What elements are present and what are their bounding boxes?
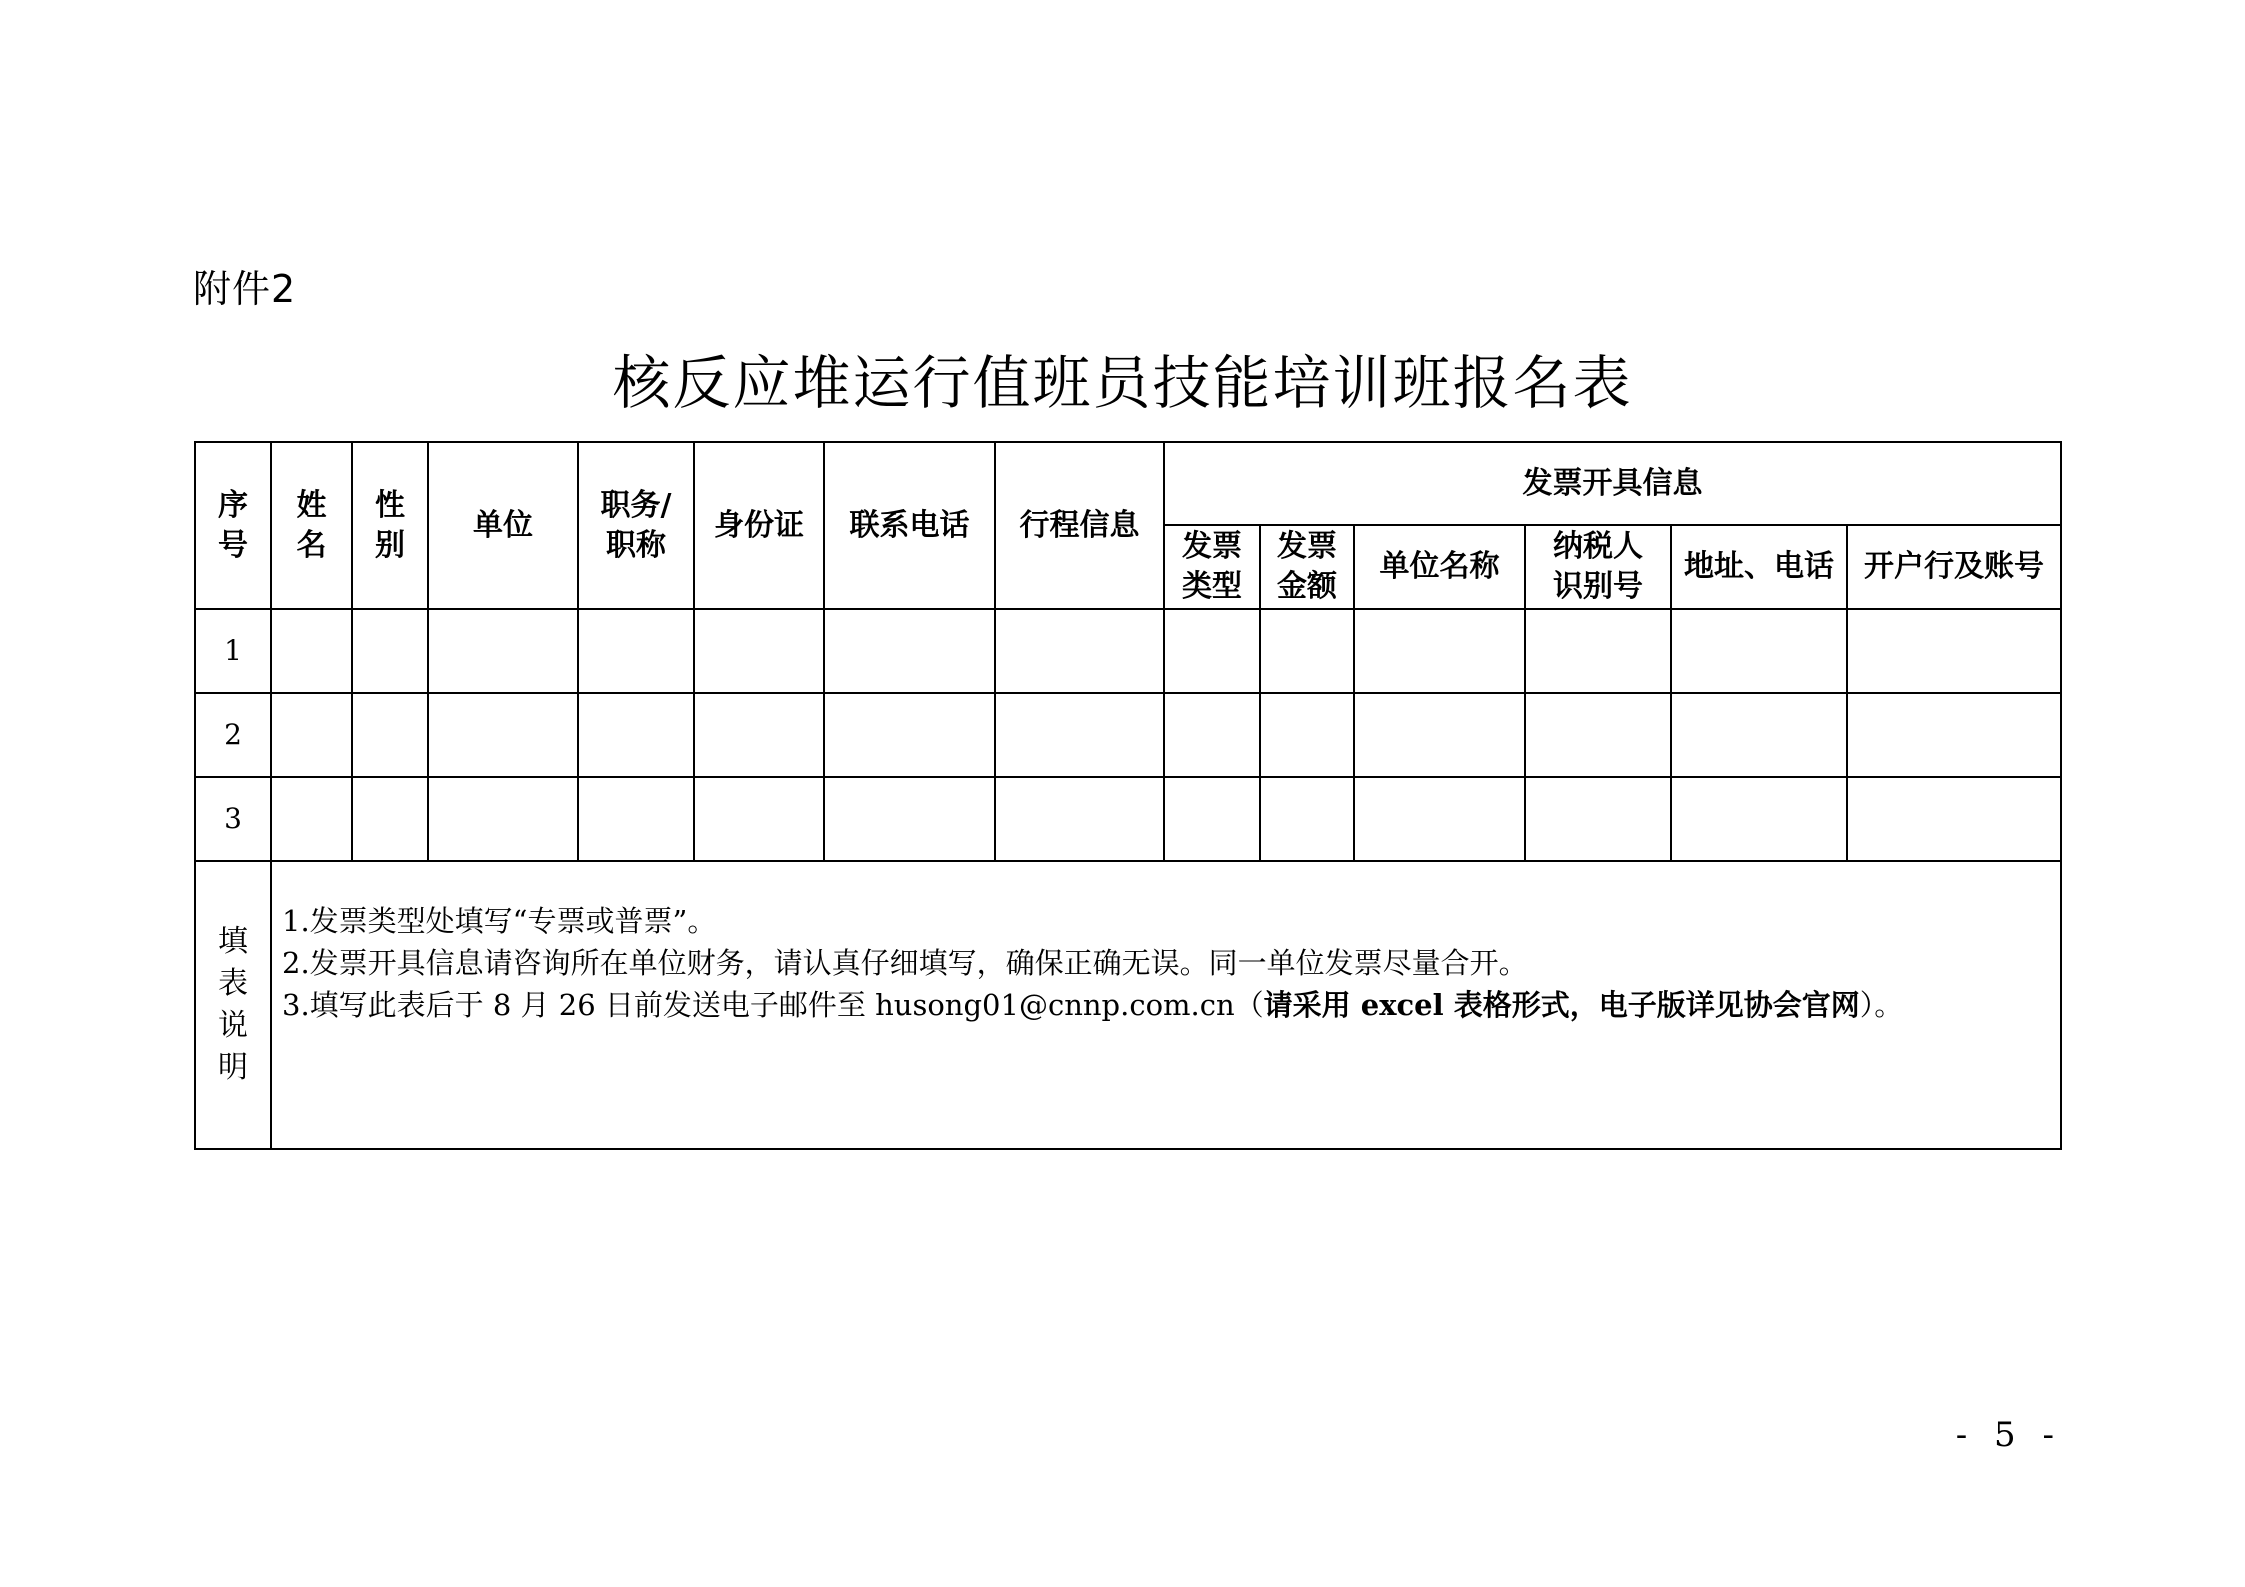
header-name: 姓 名 <box>271 442 352 609</box>
cell-id-card[interactable] <box>694 609 824 693</box>
header-taxpayer-id: 纳税人 识别号 <box>1525 525 1671 609</box>
cell-phone[interactable] <box>824 609 995 693</box>
cell-invoice-type[interactable] <box>1164 777 1260 861</box>
row-seq: 1 <box>195 609 271 693</box>
cell-gender[interactable] <box>352 777 428 861</box>
cell-unit[interactable] <box>428 693 578 777</box>
cell-unit[interactable] <box>428 609 578 693</box>
note-line-3-emphasis: 请采用 excel 表格形式，电子版详见协会官网 <box>1263 988 1860 1022</box>
cell-itinerary[interactable] <box>995 609 1164 693</box>
notes-content <box>271 861 2061 1149</box>
cell-company-name[interactable] <box>1354 609 1525 693</box>
header-bank-account: 开户行及账号 <box>1847 525 2061 609</box>
cell-address-phone[interactable] <box>1671 777 1847 861</box>
header-unit: 单位 <box>428 442 578 609</box>
cell-gender[interactable] <box>352 609 428 693</box>
header-invoice-amount: 发票 金额 <box>1260 525 1354 609</box>
cell-company-name[interactable] <box>1354 693 1525 777</box>
cell-invoice-type[interactable] <box>1164 609 1260 693</box>
table-row <box>195 693 2061 777</box>
cell-bank-account[interactable] <box>1847 777 2061 861</box>
cell-id-card[interactable] <box>694 693 824 777</box>
row-seq: 3 <box>195 777 271 861</box>
cell-gender[interactable] <box>352 693 428 777</box>
notes-row <box>195 861 2061 1149</box>
cell-taxpayer-id[interactable] <box>1525 777 1671 861</box>
cell-itinerary[interactable] <box>995 693 1164 777</box>
row-seq: 2 <box>195 693 271 777</box>
cell-invoice-type[interactable] <box>1164 693 1260 777</box>
header-seq: 序 号 <box>195 442 271 609</box>
cell-address-phone[interactable] <box>1671 609 1847 693</box>
header-gender: 性 别 <box>352 442 428 609</box>
cell-phone[interactable] <box>824 693 995 777</box>
cell-phone[interactable] <box>824 777 995 861</box>
header-position: 职务/ 职称 <box>578 442 694 609</box>
cell-taxpayer-id[interactable] <box>1525 693 1671 777</box>
cell-taxpayer-id[interactable] <box>1525 609 1671 693</box>
page-number: - 5 - <box>1955 1415 2062 1455</box>
table-row <box>195 777 2061 861</box>
cell-bank-account[interactable] <box>1847 693 2061 777</box>
cell-itinerary[interactable] <box>995 777 1164 861</box>
cell-address-phone[interactable] <box>1671 693 1847 777</box>
cell-invoice-amount[interactable] <box>1260 777 1354 861</box>
header-itinerary: 行程信息 <box>995 442 1164 609</box>
note-line-1: 1.发票类型处填写“专票或普票”。 <box>282 904 717 938</box>
cell-unit[interactable] <box>428 777 578 861</box>
cell-bank-account[interactable] <box>1847 609 2061 693</box>
attachment-label: 附件2 <box>193 267 297 311</box>
header-id-card: 身份证 <box>694 442 824 609</box>
form-title: 核反应堆运行值班员技能培训班报名表 <box>612 349 1633 417</box>
cell-name[interactable] <box>271 609 352 693</box>
note-line-2: 2.发票开具信息请咨询所在单位财务，请认真仔细填写，确保正确无误。同一单位发票尽量合开。 <box>282 946 1528 980</box>
cell-name[interactable] <box>271 693 352 777</box>
header-address-phone: 地址、电话 <box>1671 525 1847 609</box>
header-company-name: 单位名称 <box>1354 525 1525 609</box>
header-phone: 联系电话 <box>824 442 995 609</box>
cell-invoice-amount[interactable] <box>1260 609 1354 693</box>
header-invoice-group: 发票开具信息 <box>1164 442 2061 525</box>
table-row <box>195 609 2061 693</box>
notes-label: 填 表 说 明 <box>195 861 271 1149</box>
cell-id-card[interactable] <box>694 777 824 861</box>
cell-company-name[interactable] <box>1354 777 1525 861</box>
cell-invoice-amount[interactable] <box>1260 693 1354 777</box>
cell-name[interactable] <box>271 777 352 861</box>
cell-position[interactable] <box>578 777 694 861</box>
cell-position[interactable] <box>578 609 694 693</box>
header-invoice-type: 发票 类型 <box>1164 525 1260 609</box>
note-line-3: 3.填写此表后于 8 月 26 日前发送电子邮件至 husong01@cnnp.com.cn（请采用 excel 表格形式，电子版详见协会官网）。 <box>282 988 1904 1022</box>
registration-table <box>194 441 2062 1150</box>
cell-position[interactable] <box>578 693 694 777</box>
